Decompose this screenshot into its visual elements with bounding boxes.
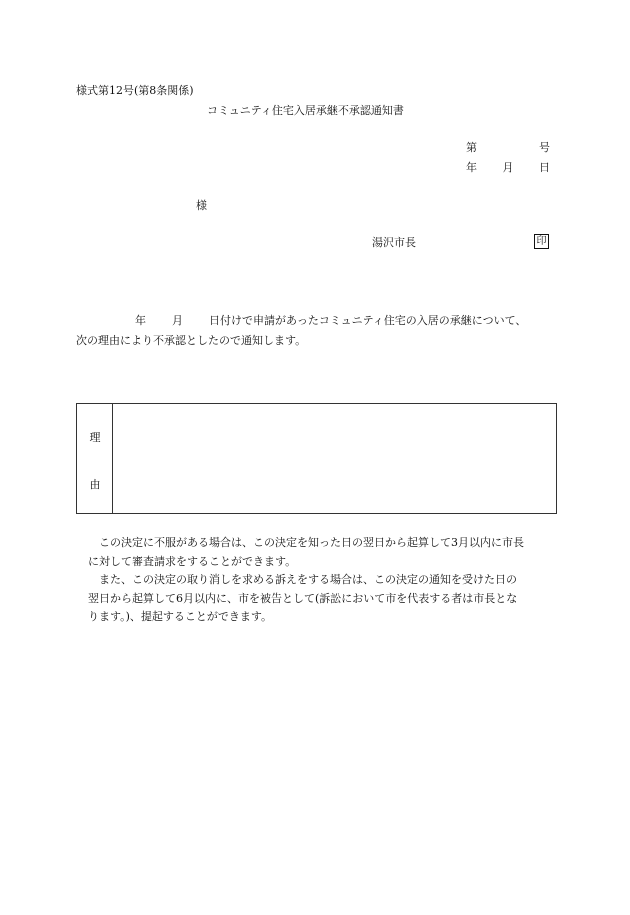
date-year: 年 [466,161,477,174]
body-line-1-rest: 日付けで申請があったコミュニティ住宅の入居の承継について、 [209,314,527,327]
body-line-2: 次の理由により不承認としたので通知します。 [76,334,307,347]
reason-label-char-1: 理 [89,431,101,444]
reason-label-cell [77,404,113,513]
date-month: 月 [502,161,514,174]
reason-label-char-2: 由 [89,478,101,491]
notice-line: 翌日から起算して6月以内に、市を被告として(訴訟において市を代表する者は市長とな [88,591,518,605]
body-line-1 [76,311,558,331]
body-paragraph [76,311,558,351]
document-title: コミュニティ住宅入居承継不承認通知書 [207,104,404,117]
issue-date-row [466,161,550,175]
number-prefix: 第 [466,141,477,154]
body-month: 月 [172,314,183,327]
notice-line: に対して審査請求をすることができます。 [88,554,297,568]
document-number-row [466,141,550,155]
reason-box [76,403,557,514]
date-day: 日 [539,161,550,174]
notice-line: ります。)、提起することができます。 [88,610,273,623]
issuer-name: 湯沢市長 [372,236,416,249]
seal-mark: 印 [534,234,549,249]
notice-line: また、この決定の取り消しを求める訴えをする場合は、この決定の通知を受けた日の [88,573,517,586]
number-suffix: 号 [539,141,550,154]
addressee-suffix: 様 [196,199,207,212]
form-label: 様式第12号(第8条関係) [76,84,194,97]
body-year: 年 [135,314,146,327]
appeal-notice [88,534,554,627]
notice-line: この決定に不服がある場合は、この決定を知った日の翌日から起算して3月以内に市長 [88,536,524,549]
